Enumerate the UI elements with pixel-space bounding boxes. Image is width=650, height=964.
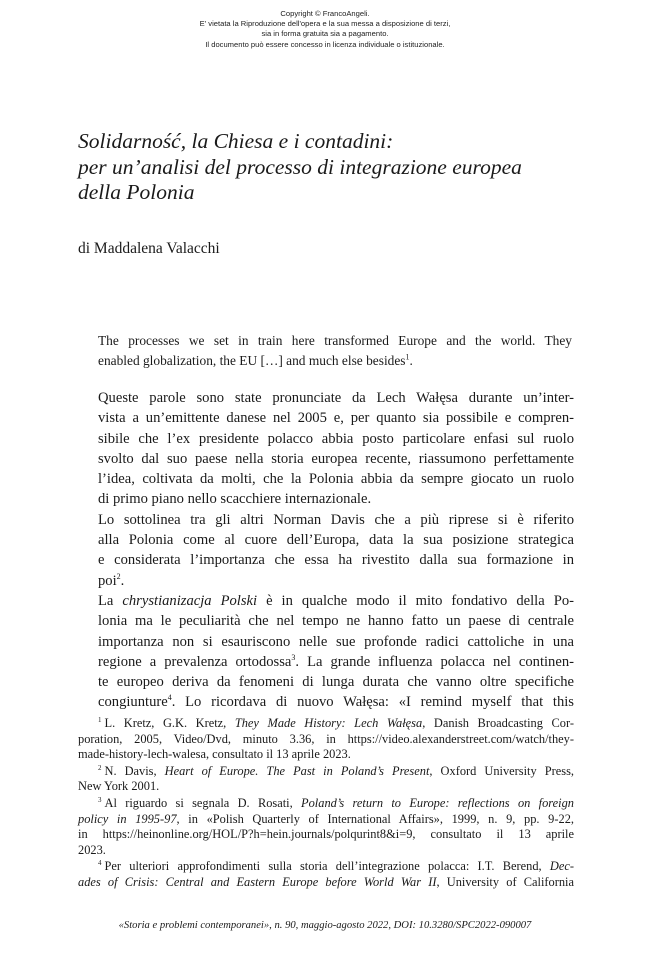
footnote-line: in https://heinonline.org/HOL/P?h=hein.journals/polqurint8&i=9, consultato il 13 aprile bbox=[78, 827, 574, 842]
copyright-line: Copyright © FrancoAngeli. bbox=[280, 9, 370, 18]
journal-citation: «Storia e problemi contemporanei», n. 90, maggio-agosto 2022, DOI: 10.3280/SPC2022-090007 bbox=[118, 920, 532, 931]
body-line: l’idea, coltivata da molti, che la Polonia abbia da sempre giocato un ruolo bbox=[98, 471, 574, 488]
footnote-2 bbox=[78, 764, 574, 795]
paragraph bbox=[78, 388, 574, 510]
title-line: per un’analisi del processo di integrazione europea bbox=[78, 154, 522, 179]
copyright-notice bbox=[0, 9, 650, 50]
title-line: Solidarność, la Chiesa e i contadini: bbox=[78, 129, 394, 153]
body-line: svolto dal suo paese nella storia europea recente, riassumono perfettamente bbox=[98, 450, 574, 467]
footnote-ref: 2 bbox=[116, 571, 121, 581]
footnote-number: 3 bbox=[98, 795, 102, 804]
footnote-line: $^4$ Per ulteriori approfondimenti sulla storia dell’integrazione polacca: I.T. Berend, Dec- bbox=[98, 859, 574, 874]
body-line: e considerata l’importanza che essa ha rivestito dalla sua formazione in bbox=[98, 552, 574, 569]
article-body bbox=[78, 388, 574, 713]
body-line: lonia ma le peculiarità che nel tempo ne hanno fatto un paese di centrale bbox=[98, 613, 574, 630]
epigraph-line: The processes we set in train here transformed Europe and the world. They bbox=[98, 333, 572, 348]
footnote-number: 4 bbox=[98, 859, 102, 868]
footnote-line: New York 2001. bbox=[78, 779, 160, 794]
body-line: te europeo deriva da fenomeni di lunga durata che vanno oltre specifiche bbox=[98, 674, 574, 691]
paragraph bbox=[78, 510, 574, 591]
epigraph-line: enabled globalization, the EU […] and much else besides$^1$. bbox=[98, 352, 413, 368]
footnote-3 bbox=[78, 796, 574, 858]
epigraph-quote bbox=[98, 331, 572, 371]
copyright-line: sia in forma gratuita sia a pagamento. bbox=[261, 29, 389, 39]
body-line: poi$^2$. bbox=[98, 571, 125, 589]
footnote-ref: 1 bbox=[405, 352, 410, 362]
footnote-number: 2 bbox=[98, 763, 102, 772]
body-line: di primo piano nello scacchiere internazionale. bbox=[98, 491, 372, 508]
body-line: importanza non si esauriscono nelle sue profonde radici cattoliche in una bbox=[98, 633, 574, 650]
footnote-ref: 3 bbox=[291, 653, 296, 662]
footnote-ref: 4 bbox=[167, 693, 172, 703]
footnote-line: ades of Crisis: Central and Eastern Europe before World War II, University of California bbox=[78, 874, 574, 889]
footnote-line: $^1$ L. Kretz, G.K. Kretz, They Made History: Lech Wałęsa, Danish Broadcasting Cor- bbox=[98, 715, 574, 730]
footnote-line: made-history-lech-walesa, consultato il 13 aprile 2023. bbox=[78, 747, 351, 762]
body-line: Queste parole sono state pronunciate da Lech Wałęsa durante un’inter- bbox=[98, 390, 574, 406]
footnotes bbox=[78, 716, 574, 892]
footnote-line: $^3$ Al riguardo si segnala D. Rosati, Poland’s return to Europe: reflections on foreign bbox=[98, 795, 574, 810]
copyright-line: E' vietata la Riproduzione dell'opera e la sua messa a disposizione di terzi, bbox=[199, 19, 451, 29]
footnote-line: 2023. bbox=[78, 842, 106, 857]
body-line: regione a prevalenza ortodossa$^3$. La grande influenza polacca nel continen- bbox=[98, 653, 574, 670]
body-line: vista a un’emittente danese nel 2005 e, per quanto sia possibile e compren- bbox=[98, 410, 574, 427]
body-line: Lo sottolinea tra gli altri Norman Davis che a più riprese si è riferito bbox=[98, 511, 574, 528]
footnote-4 bbox=[78, 859, 574, 890]
footnote-line: policy in 1995-97, in «Polish Quarterly of International Affairs», 1999, n. 9, pp. 9-22, bbox=[78, 811, 574, 826]
footnote-1 bbox=[78, 716, 574, 763]
body-line: congiunture$^4$. Lo ricordava di nuovo Wałęsa: «I remind myself that this bbox=[98, 693, 574, 711]
body-line: La chrystianizacja Polski è in qualche modo il mito fondativo della Po- bbox=[98, 592, 574, 609]
body-line: alla Polonia come al cuore dell’Europa, data la sua posizione strategica bbox=[98, 532, 574, 549]
article-title bbox=[78, 129, 578, 206]
copyright-line: Il documento può essere concesso in licenza individuale o istituzionale. bbox=[205, 39, 445, 49]
footnote-line: poration, 2005, Video/Dvd, minuto 3.36, in https://video.alexanderstreet.com/watch/they- bbox=[78, 731, 574, 746]
footnote-number: 1 bbox=[98, 715, 102, 724]
paragraph bbox=[78, 591, 574, 713]
article-author: di Maddalena Valacchi bbox=[78, 240, 220, 257]
title-line: della Polonia bbox=[78, 180, 195, 204]
body-line: sibile che l’ex presidente polacco abbia posto particolare enfasi sul ruolo bbox=[98, 430, 574, 447]
footnote-line: $^2$ N. Davis, Heart of Europe. The Past in Poland’s Present, Oxford University Press, bbox=[98, 763, 574, 778]
